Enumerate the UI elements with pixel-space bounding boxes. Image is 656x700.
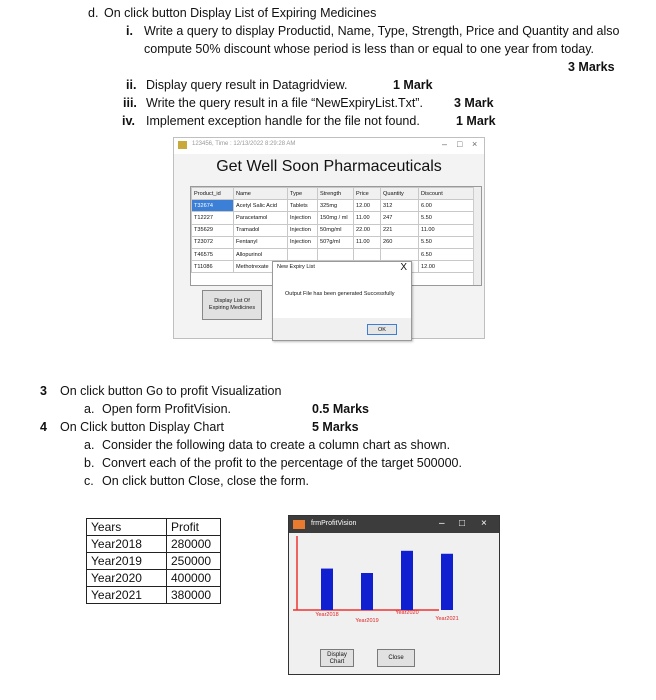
table-header-cell: Profit <box>167 519 221 536</box>
table-cell[interactable]: Injection <box>288 212 318 224</box>
profit-vision-title: frmProfitVision <box>311 520 357 527</box>
table-cell[interactable]: 11.00 <box>419 224 477 236</box>
profit-data-table <box>86 518 221 604</box>
table-cell: 250000 <box>167 553 221 570</box>
item-i-marks: 3 Marks <box>568 60 615 74</box>
maximize-icon[interactable]: □ <box>459 518 466 529</box>
table-header-cell: Years <box>87 519 167 536</box>
q4a-marker: a. <box>84 438 95 452</box>
q4c-text: On click button Close, close the form. <box>102 474 310 488</box>
chart-category-label: Year2018 <box>315 612 339 618</box>
table-row[interactable] <box>192 224 477 236</box>
chart-category-label: Year2020 <box>395 610 419 616</box>
message-dialog <box>272 261 412 341</box>
table-cell[interactable]: T35629 <box>192 224 234 236</box>
expiry-form-title: 123456, Time : 12/13/2022 8:29:28 AM <box>192 141 296 147</box>
q3-text: On click button Go to profit Visualization <box>60 384 282 398</box>
item-iii-text: Write the query result in a file “NewExpiryList.Txt”. <box>146 96 423 110</box>
table-cell[interactable]: 50?g/ml <box>318 236 354 248</box>
q4-marks: 5 Marks <box>312 420 359 434</box>
app-icon <box>293 520 305 529</box>
q4b-text: Convert each of the profit to the percentage of the target 500000. <box>102 456 462 470</box>
q4-number: 4 <box>40 420 47 434</box>
table-cell[interactable]: Injection <box>288 224 318 236</box>
chart-category-label: Year2021 <box>435 616 459 622</box>
pharmacy-heading: Get Well Soon Pharmaceuticals <box>216 158 442 175</box>
profit-vision-window <box>288 515 500 675</box>
table-cell[interactable]: 325mg <box>318 200 354 212</box>
minimize-icon[interactable]: – <box>439 518 445 529</box>
table-cell[interactable] <box>354 248 381 260</box>
q3a-marker: a. <box>84 402 95 416</box>
q4b-marker: b. <box>84 456 95 470</box>
table-cell: Year2021 <box>87 587 167 604</box>
grid-column-header[interactable]: Discount <box>419 188 477 200</box>
q4-text: On Click button Display Chart <box>60 420 224 434</box>
table-row[interactable] <box>192 248 477 260</box>
table-cell[interactable]: 6.00 <box>419 200 477 212</box>
item-iii-marker: iii. <box>123 96 137 110</box>
table-cell: 380000 <box>167 587 221 604</box>
table-cell[interactable] <box>318 248 354 260</box>
table-cell[interactable]: Tramadol <box>234 224 288 236</box>
q3-number: 3 <box>40 384 47 398</box>
table-cell[interactable] <box>381 248 419 260</box>
item-i-line1: Write a query to display Productid, Name, Type, Strength, Price and Quantity and also <box>144 24 620 38</box>
profit-vision-titlebar <box>289 516 499 533</box>
chart-category-label: Year2019 <box>355 618 379 624</box>
table-cell[interactable]: 150mg / ml <box>318 212 354 224</box>
item-iv-marker: iv. <box>122 114 135 128</box>
table-cell[interactable]: 11.00 <box>354 212 381 224</box>
table-cell[interactable]: 22.00 <box>354 224 381 236</box>
item-ii-text: Display query result in Datagridview. <box>146 78 348 92</box>
table-cell[interactable]: T46575 <box>192 248 234 260</box>
grid-column-header[interactable]: Price <box>354 188 381 200</box>
chart-bar-year2020 <box>401 551 413 610</box>
item-iv-marks: 1 Mark <box>456 114 496 128</box>
item-i-line2: compute 50% discount whose period is less than or equal to one year from today. <box>144 42 595 56</box>
chart-bar-year2018 <box>321 569 333 610</box>
table-cell[interactable]: Paracetamol <box>234 212 288 224</box>
table-cell[interactable]: Acetyl Salic Acid <box>234 200 288 212</box>
table-cell[interactable]: 312 <box>381 200 419 212</box>
grid-header-row <box>192 188 477 200</box>
table-cell[interactable]: 5.50 <box>419 236 477 248</box>
grid-column-header[interactable]: Strength <box>318 188 354 200</box>
chart-bar-year2021 <box>441 554 453 610</box>
profit-column-chart <box>289 534 499 634</box>
table-cell: 400000 <box>167 570 221 587</box>
item-ii-marker: ii. <box>126 78 137 92</box>
table-cell[interactable]: T12227 <box>192 212 234 224</box>
table-cell[interactable]: Injection <box>288 236 318 248</box>
close-icon[interactable]: × <box>481 518 487 529</box>
table-cell[interactable]: Fentanyl <box>234 236 288 248</box>
table-cell[interactable]: 247 <box>381 212 419 224</box>
item-iv-text: Implement exception handle for the file not found. <box>146 114 420 128</box>
chart-bar-year2019 <box>361 573 373 610</box>
table-cell[interactable]: 260 <box>381 236 419 248</box>
close-button[interactable]: Close <box>377 649 415 667</box>
ok-button[interactable]: OK <box>367 324 397 335</box>
grid-column-header[interactable]: Name <box>234 188 288 200</box>
dialog-footer <box>273 318 411 340</box>
display-expiring-label-line1: Display List Of <box>214 298 250 304</box>
table-row <box>87 553 221 570</box>
table-cell[interactable] <box>288 248 318 260</box>
table-row <box>87 519 221 536</box>
table-cell[interactable]: T32674 <box>192 200 234 212</box>
table-cell: Year2019 <box>87 553 167 570</box>
table-cell[interactable]: 12.00 <box>354 200 381 212</box>
close-icon[interactable]: × <box>472 139 478 149</box>
grid-vertical-scrollbar[interactable] <box>473 187 481 285</box>
grid-column-header[interactable]: Quantity <box>381 188 419 200</box>
table-cell[interactable]: Tablets <box>288 200 318 212</box>
maximize-icon[interactable]: □ <box>457 139 463 149</box>
table-cell[interactable]: Methotrexate <box>234 261 288 273</box>
q3a-marks: 0.5 Marks <box>312 402 369 416</box>
table-row <box>87 570 221 587</box>
display-chart-label-line2: Chart <box>329 659 345 665</box>
minimize-icon[interactable]: – <box>442 139 448 149</box>
table-cell[interactable]: 221 <box>381 224 419 236</box>
table-row[interactable] <box>192 236 477 248</box>
item-d-marker: d. <box>88 6 99 20</box>
table-cell[interactable]: 50mg/ml <box>318 224 354 236</box>
q4c-marker: c. <box>84 474 94 488</box>
app-icon <box>178 141 187 149</box>
table-cell: 280000 <box>167 536 221 553</box>
expiry-form-window <box>173 137 485 339</box>
table-cell[interactable]: T11086 <box>192 261 234 273</box>
item-iii-marks: 3 Mark <box>454 96 494 110</box>
table-row <box>87 587 221 604</box>
display-expiring-button[interactable] <box>202 290 262 320</box>
table-row[interactable] <box>192 212 477 224</box>
table-cell[interactable]: 12.00 <box>419 261 477 273</box>
table-row <box>87 536 221 553</box>
table-cell[interactable]: 6.50 <box>419 248 477 260</box>
q4a-text: Consider the following data to create a column chart as shown. <box>102 438 451 452</box>
table-cell: Year2018 <box>87 536 167 553</box>
item-i-marker: i. <box>126 24 133 38</box>
table-cell[interactable]: Allopurinol <box>234 248 288 260</box>
dialog-title: New Expiry List <box>277 264 315 270</box>
grid-column-header[interactable]: Type <box>288 188 318 200</box>
table-cell[interactable]: 11.00 <box>354 236 381 248</box>
table-cell[interactable]: T23072 <box>192 236 234 248</box>
item-ii-marks: 1 Mark <box>393 78 433 92</box>
dialog-message: Output File has been generated Successfully <box>285 291 395 297</box>
grid-column-header[interactable]: Product_id <box>192 188 234 200</box>
q3a-text: Open form ProfitVision. <box>102 402 231 416</box>
display-chart-label-line1: Display <box>327 652 347 658</box>
table-row[interactable] <box>192 200 477 212</box>
dialog-close-icon[interactable]: X <box>400 262 407 273</box>
expiry-form-titlebar <box>174 138 484 154</box>
item-d-title: On click button Display List of Expiring Medicines <box>104 6 377 20</box>
display-chart-button[interactable] <box>320 649 354 667</box>
table-cell[interactable]: 5.50 <box>419 212 477 224</box>
display-expiring-label-line2: Expiring Medicines <box>208 305 256 311</box>
table-cell: Year2020 <box>87 570 167 587</box>
